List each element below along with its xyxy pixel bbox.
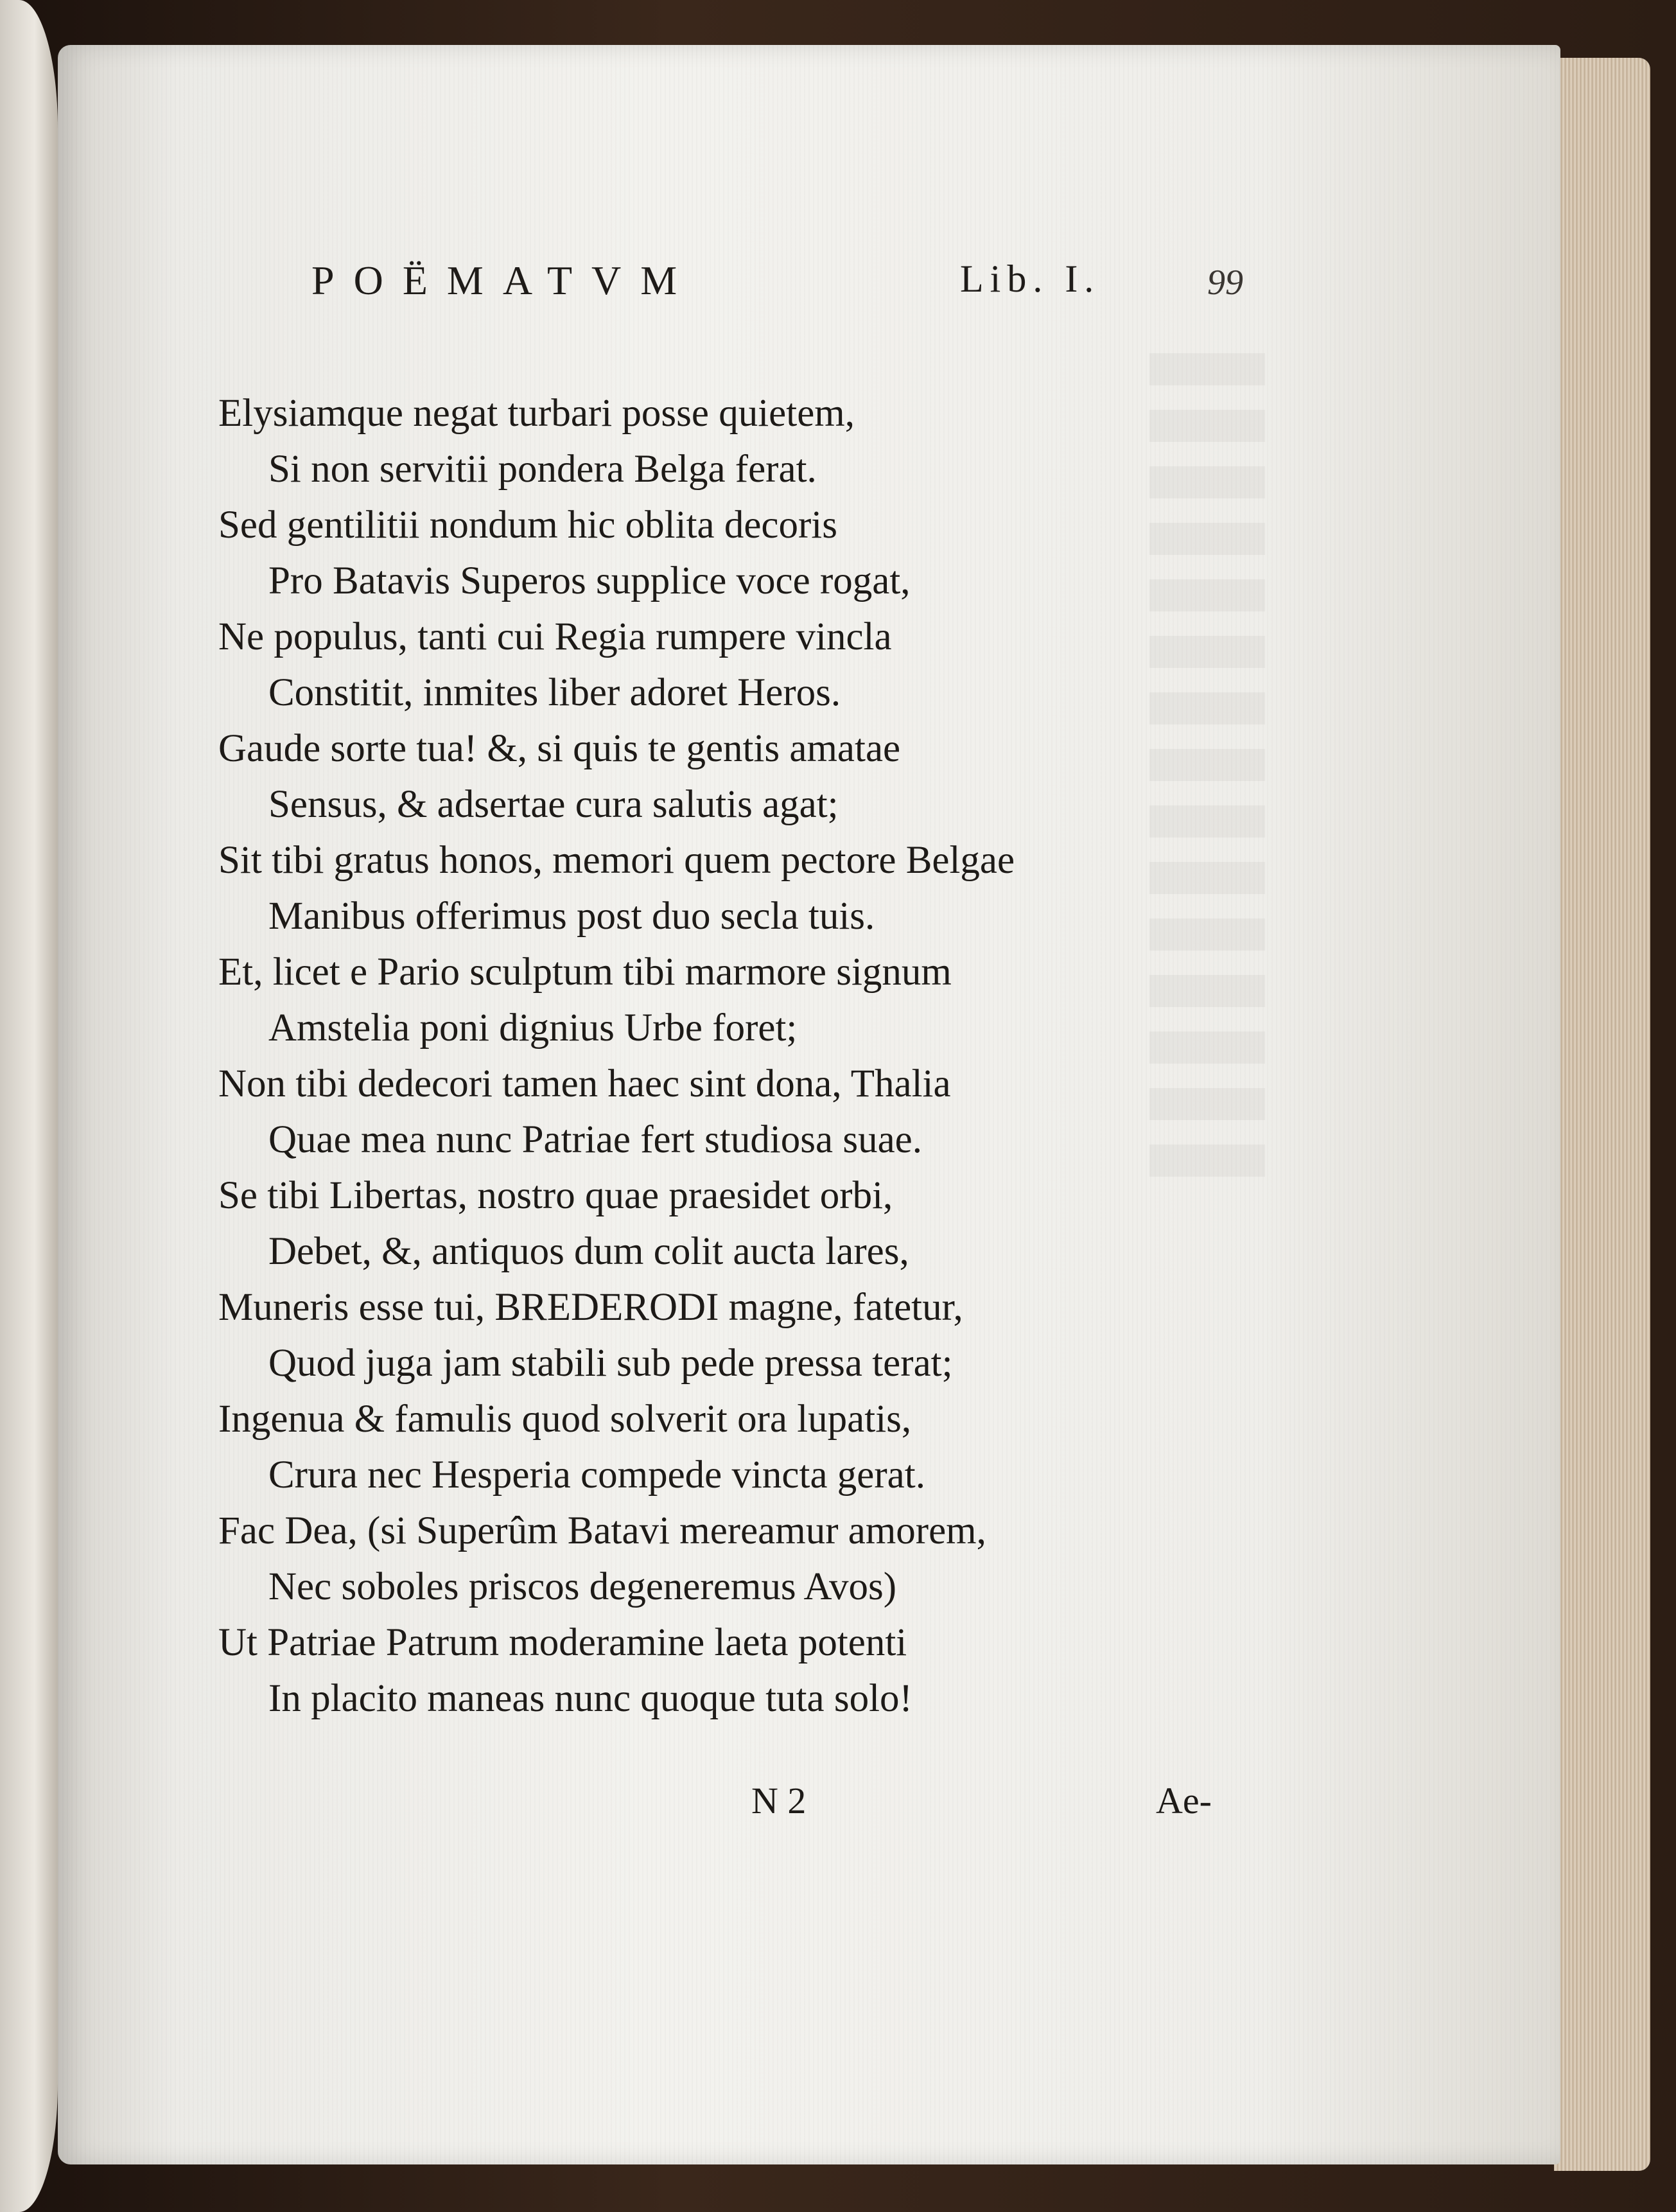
page-block-edge [1554, 58, 1650, 2171]
poem-line: Fac Dea, (si Superûm Batavi mereamur amorem, [218, 1509, 986, 1552]
facing-page-edge [0, 0, 58, 2212]
book-label: Lib. I. [960, 258, 1101, 300]
poem-line: Muneris esse tui, BREDERODI magne, fatetur, [218, 1286, 963, 1329]
poem-line: Ut Patriae Patrum moderamine laeta potenti [218, 1621, 907, 1664]
poem-line: Quod juga jam stabili sub pede pressa terat; [268, 1342, 953, 1385]
poem-line: Constitit, inmites liber adoret Heros. [268, 671, 841, 714]
poem-line: Sit tibi gratus honos, memori quem pectore Belgae [218, 839, 1015, 882]
poem-line: Debet, &, antiquos dum colit aucta lares, [268, 1230, 909, 1273]
poem-line: Non tibi dedecori tamen haec sint dona, Thalia [218, 1062, 951, 1105]
poem-line: Sensus, & adsertae cura salutis agat; [268, 783, 839, 826]
poem-line: Nec soboles priscos degeneremus Avos) [268, 1565, 897, 1608]
running-title: POËMATVM [311, 258, 697, 303]
poem-line: Ingenua & famulis quod solverit ora lupatis, [218, 1398, 912, 1441]
poem-line: Crura nec Hesperia compede vincta gerat. [268, 1453, 925, 1497]
poem-line: Pro Batavis Superos supplice voce rogat, [268, 559, 911, 602]
poem-line: Elysiamque negat turbari posse quietem, [218, 392, 855, 435]
poem-text [218, 385, 1246, 1726]
poem-line: Gaude sorte tua! &, si quis te gentis amatae [218, 727, 901, 770]
running-header [311, 257, 1275, 308]
poem-line: In placito maneas nunc quoque tuta solo! [268, 1677, 912, 1720]
poem-line: Quae mea nunc Patriae fert studiosa suae. [268, 1118, 922, 1161]
book-page [58, 45, 1560, 2164]
signature-mark: N 2 [751, 1780, 807, 1821]
poem-line: Et, licet e Pario sculptum tibi marmore signum [218, 951, 952, 994]
page-number: 99 [1207, 263, 1243, 303]
poem-line: Si non servitii pondera Belga ferat. [268, 448, 817, 491]
poem-line: Sed gentilitii nondum hic oblita decoris [218, 504, 837, 547]
poem-line: Se tibi Libertas, nostro quae praesidet orbi, [218, 1174, 893, 1217]
poem-line: Manibus offerimus post duo secla tuis. [268, 895, 875, 938]
catchword: Ae- [1156, 1780, 1212, 1821]
poem-line: Amstelia poni dignius Urbe foret; [268, 1006, 798, 1049]
poem-line: Ne populus, tanti cui Regia rumpere vincla [218, 615, 892, 658]
